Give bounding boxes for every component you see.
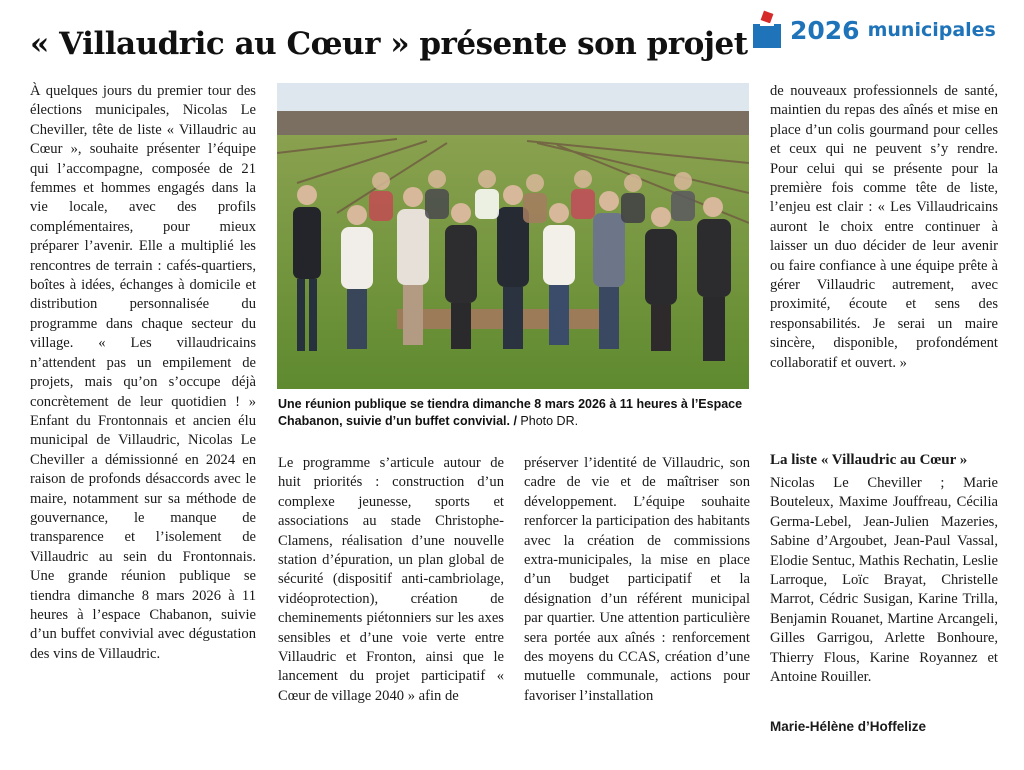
- ballot-box-icon: [752, 10, 782, 50]
- team-photo: [277, 83, 749, 389]
- article-column-3: [524, 454, 750, 706]
- article-column-2: [278, 454, 504, 706]
- candidate-list-text: Nicolas Le Cheviller ; Marie Bouteleux, Maxime Jouffreau, Cécilia Germa-Lebel, Jean-Julien Mazeries, Sabine d’Argoubet, Jean-Paul Vassal, Elodie Sentuc, Mathis Rechatin, Leslie Larroque, Loïc Brayat, Christelle Marrot, Cédric Susigan, Karine Trilla, Benjamin Rouanet, Martine Arcangeli, Gilles Garrigou, Arlette Bonhoure, Thierry Flous, Karine Royannez et Antoine Rouiller.: [770, 475, 998, 686]
- article-column-4: [770, 82, 998, 373]
- author-byline: Marie-Hélène d’Hoffelize: [770, 719, 927, 734]
- column-1-text: À quelques jours du premier tour des élections municipales, Nicolas Le Cheviller, tête de liste « Villaudric au Cœur », souhaite présenter l’équipe qui l’accompagne, composée de 21 femmes et hommes engagés dans la vie locale, avec des profils complémentaires, pour mieux préparer l’avenir. Elle a multiplié les rencontres de terrain : cafés-quartiers, boîtes à idées, échanges à domicile et distribution personnalisée du programme dans chaque secteur du village. « Les villaudricains n’attendent pas un empilement de projets, mais qu’on s’occupe déjà concrètement de leur quotidien ! » Enfant du Frontonnais et ancien élu municipal de Villaudric, Nicolas Le Cheviller a démissionné en 2024 en raison de profonds désaccords avec le maire, notamment sur sa méthode de gouvernance, le manque de transparence et l’isolement de Villaudric au sein du Frontonnais. Une grande réunion publique se tiendra dimanche 8 mars 2026 à 11 heures à l’espace Chabanon, suivie d’un buffet convivial avec dégustation des vins de Villaudric.: [30, 83, 256, 662]
- photo-credit: Photo DR.: [520, 414, 579, 428]
- article-column-1: [30, 82, 256, 664]
- candidate-list: [770, 474, 998, 687]
- municipales-badge: [752, 10, 996, 50]
- column-4-text: de nouveaux professionnels de santé, maintien du repas des aînés et mise en place d’un colis gourmand pour celles et ceux qui ne peuvent s’y rendre. Pour celui qui se présente pour la première fois comme tête de liste, l’enjeu est clair : « Les Villaudricains auront le choix entre continuer à laisser un duo décider de leur avenir ou faire confiance à une équipe prête à gérer Villaudric autrement, avec proximité, écoute et sens des responsabilités. Je serai un maire sincère, disponible, profondément collaboratif et ouvert. »: [770, 83, 998, 371]
- column-2-text: Le programme s’articule autour de huit priorités : construction d’un complexe jeunesse, sports et associations au stade Christophe-Clamens, réalisation d’une nouvelle station d’épuration, un plan global de sécurité (dispositif anti-cambriolage, vidéoprotection), création de cheminements piétonniers sur les axes sensibles et d’une voie verte entre Villaudric et Fronton, ainsi que le lancement du projet participatif « Cœur de village 2040 » afin de: [278, 455, 504, 704]
- headline: « Villaudric au Cœur » présente son projet: [30, 26, 748, 62]
- badge-label: municipales: [867, 19, 996, 41]
- column-3-text: préserver l’identité de Villaudric, son cadre de vie et de maîtriser son développement. L’équipe souhaite renforcer la participation des habitants avec la création de commissions extra-municipales, la mise en place d’un budget participatif et la désignation d’un référent municipal par quartier. Une attention particulière sera portée aux aînés : renforcement des moyens du CCAS, création d’une mutuelle communale, actions pour favoriser l’installation: [524, 455, 750, 704]
- list-title: La liste « Villaudric au Cœur »: [770, 452, 968, 468]
- caption-text: Une réunion publique se tiendra dimanche 8 mars 2026 à 11 heures à l’Espace Chabanon, suivie d’un buffet convivial. /: [278, 397, 743, 428]
- badge-year: 2026: [790, 15, 860, 45]
- photo-caption: [278, 396, 748, 430]
